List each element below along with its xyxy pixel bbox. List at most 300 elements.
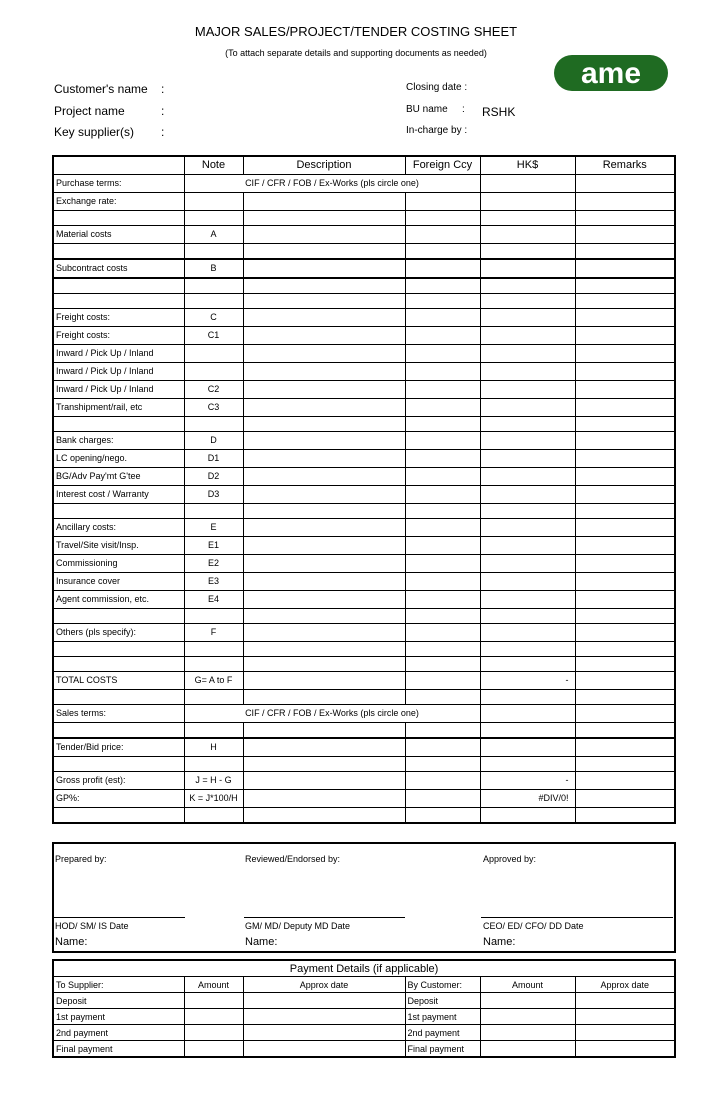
payment-row [53, 1025, 675, 1041]
hkd-cell [480, 345, 575, 363]
reviewed-by-label: Reviewed/Endorsed by: [245, 854, 341, 864]
payment-title: Payment Details (if applicable) [53, 960, 675, 977]
note-cell [184, 609, 243, 624]
costing-row [53, 555, 675, 573]
row-label: Commissioning [53, 555, 184, 573]
costing-row [53, 450, 675, 468]
note-cell: D2 [184, 468, 243, 486]
note-cell [184, 294, 243, 309]
hkd-cell [480, 363, 575, 381]
supplier-date-cell [243, 1009, 405, 1025]
description-cell [243, 609, 405, 624]
supplier-amount-cell [184, 993, 243, 1009]
customer-name-colon: : [161, 82, 165, 96]
note-cell [184, 657, 243, 672]
hkd-cell [480, 259, 575, 278]
row-label: Transhipment/rail, etc [53, 399, 184, 417]
costing-header-row [53, 156, 675, 175]
hkd-cell [480, 399, 575, 417]
note-cell [184, 211, 243, 226]
approved-name-label: Name: [483, 936, 516, 948]
remarks-cell [575, 609, 675, 624]
costing-row [53, 723, 675, 739]
description-cell [243, 244, 405, 260]
supplier-amount-cell [184, 1009, 243, 1025]
note-cell [184, 757, 243, 772]
signoff-box [52, 842, 676, 953]
hkd-cell [480, 555, 575, 573]
customer-date-cell [575, 1041, 675, 1058]
row-label [53, 417, 184, 432]
costing-row [53, 175, 675, 193]
remarks-cell [575, 278, 675, 294]
description-cell [243, 672, 405, 690]
foreign-ccy-cell [405, 519, 480, 537]
hkd-cell [480, 504, 575, 519]
costing-row [53, 705, 675, 723]
costing-row [53, 309, 675, 327]
header-foreign-ccy: Foreign Ccy [405, 156, 480, 175]
hkd-cell [480, 573, 575, 591]
description-cell [243, 486, 405, 504]
remarks-cell [575, 672, 675, 690]
row-label [53, 244, 184, 260]
payment-row [53, 1009, 675, 1025]
costing-row [53, 672, 675, 690]
note-cell: E [184, 519, 243, 537]
row-label: Agent commission, etc. [53, 591, 184, 609]
customer-payment-label: Deposit [405, 993, 480, 1009]
description-cell [243, 417, 405, 432]
payment-table [52, 959, 676, 1058]
foreign-ccy-cell [405, 193, 480, 211]
remarks-cell [575, 327, 675, 345]
customer-amount-cell [480, 1025, 575, 1041]
description-cell [243, 259, 405, 278]
row-label: GP%: [53, 790, 184, 808]
customer-date-header: Approx date [575, 977, 675, 993]
hkd-cell [480, 211, 575, 226]
foreign-ccy-cell [405, 537, 480, 555]
description-cell [243, 278, 405, 294]
incharge-label: In-charge by : [406, 125, 468, 136]
ame-logo [553, 52, 669, 94]
remarks-cell [575, 690, 675, 705]
foreign-ccy-cell [405, 609, 480, 624]
terms-options: CIF / CFR / FOB / Ex-Works (pls circle one) [184, 705, 480, 723]
hkd-cell [480, 450, 575, 468]
description-cell [243, 519, 405, 537]
remarks-cell [575, 486, 675, 504]
remarks-cell [575, 450, 675, 468]
hkd-cell [480, 537, 575, 555]
hkd-cell [480, 808, 575, 824]
description-cell [243, 723, 405, 739]
remarks-cell [575, 468, 675, 486]
costing-row [53, 772, 675, 790]
costing-row [53, 657, 675, 672]
row-label: Interest cost / Warranty [53, 486, 184, 504]
ceo-date-label: CEO/ ED/ CFO/ DD Date [483, 921, 584, 931]
foreign-ccy-cell [405, 624, 480, 642]
reviewed-name-label: Name: [245, 936, 278, 948]
row-label: LC opening/nego. [53, 450, 184, 468]
row-label: Purchase terms: [53, 175, 184, 193]
hkd-cell [480, 723, 575, 739]
costing-row [53, 757, 675, 772]
foreign-ccy-cell [405, 294, 480, 309]
row-label [53, 723, 184, 739]
customer-date-cell [575, 1025, 675, 1041]
costing-row [53, 381, 675, 399]
description-cell [243, 363, 405, 381]
note-cell [184, 345, 243, 363]
costing-row [53, 624, 675, 642]
supplier-date-cell [243, 1025, 405, 1041]
project-name-label: Project name [54, 104, 125, 118]
row-label: Others (pls specify): [53, 624, 184, 642]
description-cell [243, 657, 405, 672]
row-label: BG/Adv Pay'mt G'tee [53, 468, 184, 486]
note-cell: C1 [184, 327, 243, 345]
hkd-cell [480, 591, 575, 609]
logo-text: ame [580, 57, 642, 90]
hkd-cell [480, 432, 575, 450]
costing-row [53, 226, 675, 244]
note-cell: J = H - G [184, 772, 243, 790]
note-cell: A [184, 226, 243, 244]
foreign-ccy-cell [405, 327, 480, 345]
row-label: Exchange rate: [53, 193, 184, 211]
description-cell [243, 211, 405, 226]
note-cell: C [184, 309, 243, 327]
row-label: Inward / Pick Up / Inland [53, 345, 184, 363]
closing-date-label: Closing date : [406, 82, 468, 93]
remarks-cell [575, 259, 675, 278]
hkd-cell [480, 294, 575, 309]
by-customer-label: By Customer: [405, 977, 480, 993]
remarks-cell [575, 345, 675, 363]
remarks-cell [575, 808, 675, 824]
row-label [53, 504, 184, 519]
header-blank [53, 156, 184, 175]
note-cell [184, 193, 243, 211]
foreign-ccy-cell [405, 226, 480, 244]
foreign-ccy-cell [405, 486, 480, 504]
bu-name-value: RSHK [482, 105, 516, 119]
note-cell: F [184, 624, 243, 642]
supplier-amount-cell [184, 1025, 243, 1041]
row-label: Subcontract costs [53, 259, 184, 278]
note-cell: G= A to F [184, 672, 243, 690]
customer-amount-cell [480, 1041, 575, 1058]
supplier-date-header: Approx date [243, 977, 405, 993]
foreign-ccy-cell [405, 555, 480, 573]
hkd-cell [480, 690, 575, 705]
remarks-cell [575, 363, 675, 381]
payment-row [53, 993, 675, 1009]
costing-row [53, 642, 675, 657]
hkd-cell [480, 757, 575, 772]
note-cell: D1 [184, 450, 243, 468]
supplier-amount-header: Amount [184, 977, 243, 993]
costing-row [53, 417, 675, 432]
foreign-ccy-cell [405, 808, 480, 824]
foreign-ccy-cell [405, 504, 480, 519]
costing-row [53, 573, 675, 591]
hkd-cell [480, 278, 575, 294]
foreign-ccy-cell [405, 345, 480, 363]
foreign-ccy-cell [405, 417, 480, 432]
note-cell: C3 [184, 399, 243, 417]
description-cell [243, 537, 405, 555]
description-cell [243, 738, 405, 757]
row-label [53, 278, 184, 294]
note-cell: E3 [184, 573, 243, 591]
foreign-ccy-cell [405, 657, 480, 672]
customer-payment-label: Final payment [405, 1041, 480, 1058]
remarks-cell [575, 624, 675, 642]
foreign-ccy-cell [405, 278, 480, 294]
row-label [53, 642, 184, 657]
customer-amount-cell [480, 1009, 575, 1025]
row-label: Bank charges: [53, 432, 184, 450]
remarks-cell [575, 555, 675, 573]
note-cell: E4 [184, 591, 243, 609]
description-cell [243, 450, 405, 468]
row-label [53, 609, 184, 624]
bu-name-colon: : [462, 104, 465, 115]
remarks-cell [575, 738, 675, 757]
costing-row [53, 790, 675, 808]
supplier-payment-label: 2nd payment [53, 1025, 184, 1041]
hkd-cell [480, 657, 575, 672]
description-cell [243, 468, 405, 486]
hkd-cell [480, 226, 575, 244]
terms-options: CIF / CFR / FOB / Ex-Works (pls circle one) [184, 175, 480, 193]
remarks-cell [575, 244, 675, 260]
hkd-cell [480, 519, 575, 537]
costing-row [53, 327, 675, 345]
note-cell: E1 [184, 537, 243, 555]
approved-sign-line [481, 917, 673, 918]
row-label [53, 757, 184, 772]
note-cell [184, 363, 243, 381]
costing-row [53, 690, 675, 705]
hkd-cell [480, 609, 575, 624]
remarks-cell [575, 309, 675, 327]
costing-row [53, 244, 675, 260]
customer-date-cell [575, 993, 675, 1009]
hkd-cell [480, 381, 575, 399]
row-label [53, 211, 184, 226]
row-label: Travel/Site visit/Insp. [53, 537, 184, 555]
hkd-cell [480, 193, 575, 211]
header-description: Description [243, 156, 405, 175]
note-cell [184, 244, 243, 260]
note-cell: D [184, 432, 243, 450]
page-title: MAJOR SALES/PROJECT/TENDER COSTING SHEET [194, 24, 518, 39]
hkd-cell [480, 309, 575, 327]
description-cell [243, 808, 405, 824]
hod-date-label: HOD/ SM/ IS Date [55, 921, 129, 931]
foreign-ccy-cell [405, 690, 480, 705]
note-cell: H [184, 738, 243, 757]
costing-row [53, 211, 675, 226]
description-cell [243, 309, 405, 327]
description-cell [243, 642, 405, 657]
foreign-ccy-cell [405, 757, 480, 772]
note-cell: D3 [184, 486, 243, 504]
project-name-colon: : [161, 104, 165, 118]
note-cell [184, 690, 243, 705]
note-cell: E2 [184, 555, 243, 573]
note-cell [184, 808, 243, 824]
remarks-cell [575, 657, 675, 672]
row-label: Insurance cover [53, 573, 184, 591]
remarks-cell [575, 591, 675, 609]
hkd-cell [480, 705, 575, 723]
approved-by-label: Approved by: [483, 854, 537, 864]
description-cell [243, 555, 405, 573]
customer-amount-header: Amount [480, 977, 575, 993]
remarks-cell [575, 537, 675, 555]
foreign-ccy-cell [405, 381, 480, 399]
foreign-ccy-cell [405, 591, 480, 609]
gm-date-label: GM/ MD/ Deputy MD Date [245, 921, 351, 931]
hkd-cell [480, 624, 575, 642]
hkd-cell [480, 244, 575, 260]
remarks-cell [575, 226, 675, 244]
page-subtitle: (To attach separate details and supporting documents as needed) [225, 48, 487, 58]
hkd-cell [480, 175, 575, 193]
hkd-cell [480, 642, 575, 657]
prepared-name-label: Name: [55, 936, 88, 948]
description-cell [243, 624, 405, 642]
foreign-ccy-cell [405, 309, 480, 327]
foreign-ccy-cell [405, 672, 480, 690]
description-cell [243, 294, 405, 309]
description-cell [243, 591, 405, 609]
hkd-cell [480, 417, 575, 432]
remarks-cell [575, 705, 675, 723]
customer-date-cell [575, 1009, 675, 1025]
description-cell [243, 757, 405, 772]
costing-row [53, 399, 675, 417]
row-label: Freight costs: [53, 309, 184, 327]
foreign-ccy-cell [405, 723, 480, 739]
customer-name-label: Customer's name [54, 82, 148, 96]
row-label: Inward / Pick Up / Inland [53, 381, 184, 399]
row-label: Sales terms: [53, 705, 184, 723]
foreign-ccy-cell [405, 244, 480, 260]
row-label: Freight costs: [53, 327, 184, 345]
foreign-ccy-cell [405, 363, 480, 381]
payment-row [53, 1041, 675, 1058]
costing-row [53, 738, 675, 757]
reviewed-sign-line [244, 917, 405, 918]
foreign-ccy-cell [405, 790, 480, 808]
row-label: Gross profit (est): [53, 772, 184, 790]
payment-header-row [53, 977, 675, 993]
costing-row [53, 591, 675, 609]
description-cell [243, 772, 405, 790]
row-label: Inward / Pick Up / Inland [53, 363, 184, 381]
customer-payment-label: 2nd payment [405, 1025, 480, 1041]
description-cell [243, 432, 405, 450]
costing-row [53, 259, 675, 278]
remarks-cell [575, 417, 675, 432]
customer-payment-label: 1st payment [405, 1009, 480, 1025]
note-cell [184, 278, 243, 294]
key-supplier-colon: : [161, 125, 165, 139]
supplier-payment-label: Deposit [53, 993, 184, 1009]
description-cell [243, 345, 405, 363]
description-cell [243, 690, 405, 705]
bu-name-label: BU name [406, 104, 448, 115]
supplier-amount-cell [184, 1041, 243, 1058]
prepared-sign-line [54, 917, 185, 918]
row-label [53, 808, 184, 824]
costing-row [53, 808, 675, 824]
remarks-cell [575, 211, 675, 226]
remarks-cell [575, 399, 675, 417]
remarks-cell [575, 193, 675, 211]
remarks-cell [575, 294, 675, 309]
supplier-payment-label: 1st payment [53, 1009, 184, 1025]
remarks-cell [575, 432, 675, 450]
foreign-ccy-cell [405, 772, 480, 790]
hkd-cell [480, 327, 575, 345]
row-label: Material costs [53, 226, 184, 244]
description-cell [243, 327, 405, 345]
note-cell [184, 504, 243, 519]
note-cell [184, 723, 243, 739]
costing-row [53, 504, 675, 519]
to-supplier-label: To Supplier: [53, 977, 184, 993]
row-label: Tender/Bid price: [53, 738, 184, 757]
remarks-cell [575, 573, 675, 591]
supplier-date-cell [243, 1041, 405, 1058]
costing-row [53, 537, 675, 555]
costing-row [53, 486, 675, 504]
foreign-ccy-cell [405, 211, 480, 226]
description-cell [243, 573, 405, 591]
costing-row [53, 278, 675, 294]
remarks-cell [575, 723, 675, 739]
costing-row [53, 519, 675, 537]
description-cell [243, 504, 405, 519]
foreign-ccy-cell [405, 642, 480, 657]
hkd-cell [480, 486, 575, 504]
remarks-cell [575, 790, 675, 808]
note-cell [184, 642, 243, 657]
note-cell: K = J*100/H [184, 790, 243, 808]
hkd-cell: #DIV/0! [480, 790, 575, 808]
note-cell [184, 417, 243, 432]
foreign-ccy-cell [405, 450, 480, 468]
prepared-by-label: Prepared by: [55, 854, 107, 864]
costing-row [53, 345, 675, 363]
description-cell [243, 790, 405, 808]
costing-row [53, 432, 675, 450]
row-label [53, 657, 184, 672]
hkd-cell: - [480, 672, 575, 690]
hkd-cell: - [480, 772, 575, 790]
row-label: TOTAL COSTS [53, 672, 184, 690]
supplier-date-cell [243, 993, 405, 1009]
remarks-cell [575, 381, 675, 399]
